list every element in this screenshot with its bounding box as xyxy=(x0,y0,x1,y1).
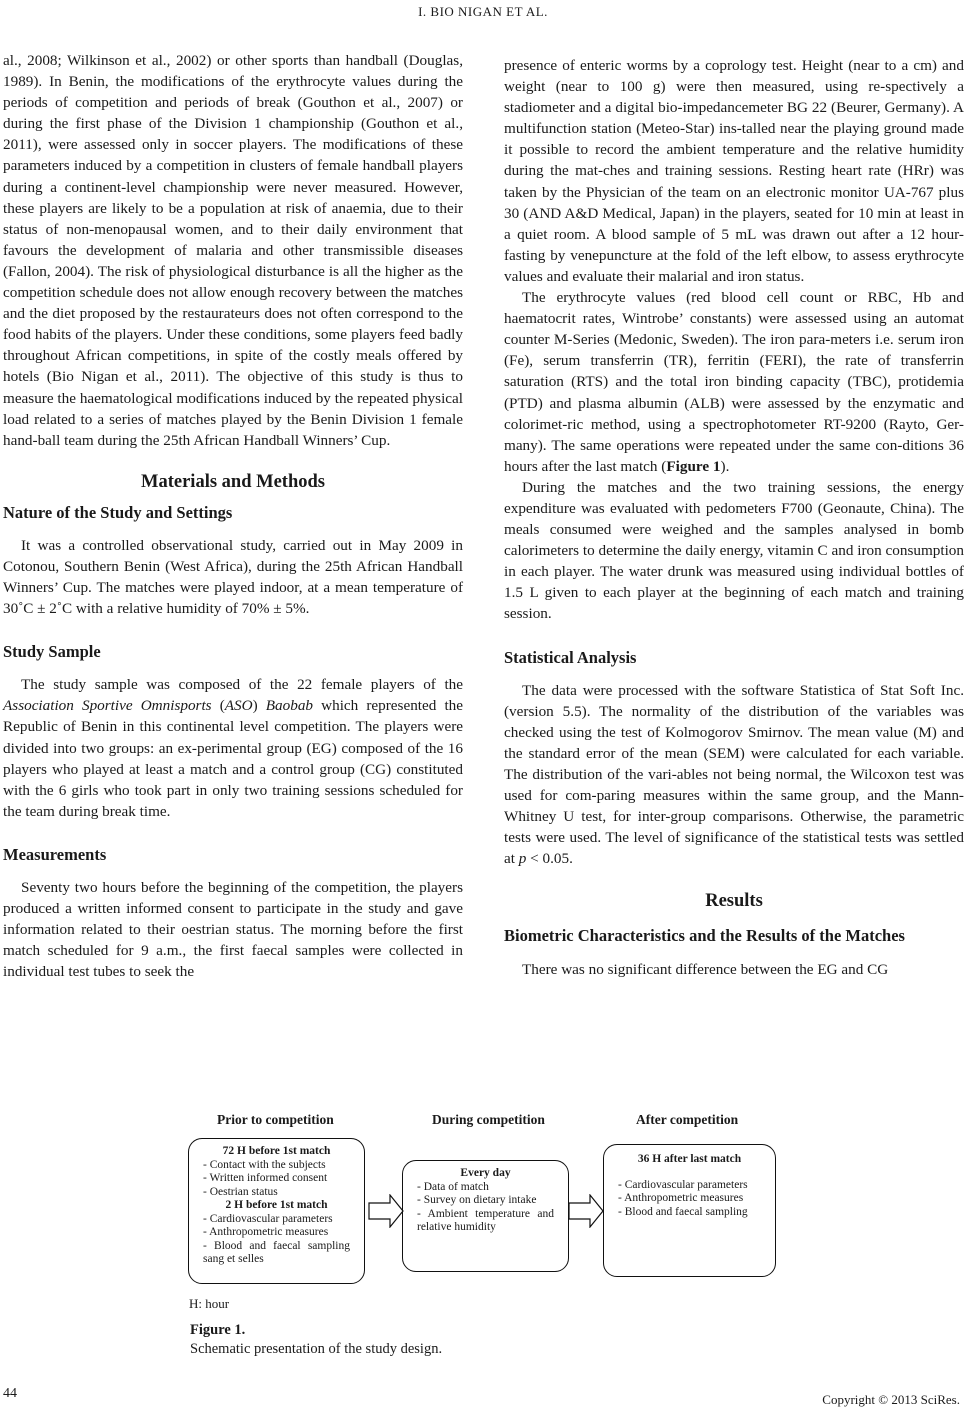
stats-text: The data were processed with the software Statistica of Stat Soft Inc. (version 5.5). The normality of the distribution of the variables was checked using the test of Kolmogorov Smirnov. The mean value (M) and the standard error of the mean (SEM) were calculated for each variable. The distribution of the vari-ables not being normal, the Wilcoxon test was used for com-paring measures within the same group, and the Mann-Whitney U test, for inter-group comparisons. Otherwise, the parametric tests were used. The level of significance of the statistical tests was settled at xyxy=(504,681,964,868)
after-heading: 36 H after last match xyxy=(637,1153,742,1165)
phase-prior-label: Prior to competition xyxy=(217,1112,334,1127)
prior-item: - Contact with the subjects xyxy=(203,1158,326,1171)
left-column xyxy=(3,50,463,982)
figure-reference[interactable]: Figure 1 xyxy=(666,457,721,475)
results-paragraph: There was no significant difference between the EG and CG xyxy=(522,961,889,979)
during-box xyxy=(402,1160,569,1272)
figure-caption-label: Figure 1. xyxy=(190,1322,246,1338)
nature-title: Nature of the Study and Settings xyxy=(3,502,233,522)
sample-paren-open: ( xyxy=(211,697,225,715)
figure-caption xyxy=(190,1321,442,1359)
during-item: - Survey on dietary intake xyxy=(417,1194,537,1206)
sample-paren-close: ) xyxy=(252,697,266,715)
prior-item: - Written informed consent xyxy=(203,1172,328,1184)
hour-abbreviation-note: H: hour xyxy=(189,1296,230,1311)
p-symbol: p xyxy=(518,850,527,868)
prior-item: - Oestrian status xyxy=(203,1185,278,1198)
prior-heading-2: 2 H before 1st match xyxy=(225,1199,328,1211)
measure-paragraph: Seventy two hours before the beginning of the competition, the players produced a written informed consent to participate in the study and gave information related to their oestrian status. The morning before the first match scheduled for 9 a.m., the first faecal samples were collected in individual test tubes to seek the xyxy=(3,878,463,981)
during-heading: Every day xyxy=(460,1167,511,1179)
stats-title: Statistical Analysis xyxy=(504,647,637,667)
prior-box xyxy=(188,1138,365,1284)
intro-paragraph: al., 2008; Wilkinson et al., 2002) or other sports than handball (Douglas, 1989). In Benin, the modifications of the erythrocyte values during the periods of competition and periods of break (Gouthon et al., 2007) or during the first phase of the Division 1 championship (Gouthon et al., 2011), were assessed only in soccer players. The modifications of these parameters induced by a competition in clusters of female handball players during a continent-level championship were never measured. However, these players are likely to be a population at risk of anaemia, due to their status of non-menopausal women, and to their daily environment that favours the development of malaria and other transmissible diseases (Fallon, 2004). The risk of physiological disturbance is all the higher as the competition schedule does not allow enough recovery between the matches and the diet proposed by the restaurateurs does not often correspond to the food habits of the players. Under these conditions, some players feed badly throughout African competitions, in spite of the costly meals offered by hotels (Bio Nigan et al., 2011). The objective of this study is thus to measure the haematological modifications induced by the repeated physical load related to a series of matches played by the Benin Division 1 female hand-ball team during the 25th African Handball Winners’ Cup. xyxy=(3,52,463,449)
running-head: I. BIO NIGAN ET AL. xyxy=(418,4,548,19)
after-item: - Cardiovascular parameters xyxy=(618,1178,748,1191)
during-item: - Data of match xyxy=(417,1180,489,1193)
sample-paragraph xyxy=(3,674,463,822)
right-para-2-end: ). xyxy=(720,457,730,475)
page-number: 44 xyxy=(3,1386,17,1401)
right-para-2-text: The erythrocyte values (red blood cell count or RBC, Hb and haematocrit rates, Wintrobe’ constants) were assessed using an automat counter M-Series (Medonic, Sweden). The iron para-meters i.e. serum iron (Fe), serum transferrin (TR), ferritin (FERI), the rate of transferrin saturation (RTS) and the total iron binding capacity (TBC), protidemia (PTD) and plasma albumin (ALB) were assessed by the enzymatic and colorimet-ric method, using a spectrophotometer RT-9200 (Rayto, Ger-many). The same operations were repeated under the same con-ditions 36 hours after the last match ( xyxy=(504,289,964,475)
club-abbreviation: ASO xyxy=(224,697,253,715)
right-arrow-icon xyxy=(368,1194,404,1228)
during-item: - Ambient temperature and relative humidity xyxy=(417,1207,554,1233)
phase-during-label: During competition xyxy=(432,1112,545,1127)
right-column xyxy=(504,55,964,981)
sample-title: Study Sample xyxy=(3,642,101,662)
right-para-1: presence of enteric worms by a coprology test. Height (near to a cm) and weight (near to 100 g) were then measured, using re-spectively a stadiometer and a digital bio-impedancemeter BG 22 (Beurer, Germany). A multifunction station (Meteo-Star) ins-talled near the playing ground made it possible to record the ambient temperature and the relative humidity during the mat-ches and training sessions. Resting heart rate (HRr) was taken by the Physician of the team on an electronic monitor UA-767 plus 30 (AND A&D Medical, Japan) in the players, seated for 10 min at least in a quiet room. A blood sample of 5 mL was drawn out after a 12 hour-fasting by venepuncture at the fold of the left elbow, to assess erythrocyte values and evaluate their malarial and iron status. xyxy=(504,57,964,285)
right-para-2 xyxy=(504,287,964,477)
after-item: - Blood and faecal sampling xyxy=(618,1205,748,1218)
copyright-notice: Copyright © 2013 SciRes. xyxy=(822,1392,960,1407)
after-box xyxy=(603,1144,776,1277)
methods-title: Materials and Methods xyxy=(141,471,325,492)
prior-heading-1: 72 H before 1st match xyxy=(222,1145,331,1157)
stats-paragraph xyxy=(504,680,964,870)
after-item: - Anthropometric measures xyxy=(618,1192,744,1204)
right-arrow-icon xyxy=(568,1194,604,1228)
prior-item: - Anthropometric measures xyxy=(203,1226,329,1238)
right-para-3: During the matches and the two training sessions, the energy expenditure was evaluated with pedometers F700 (Geonaute, China). The meals consumed were weighed and the samples analysed in bomb calorimeters to determine the daily energy, vitamin C and iron consumption in each player. The water drunk was measured using individual bottles of 1.5 L given to each player at the beginning of each match and training session. xyxy=(504,478,964,623)
nature-paragraph: It was a controlled observational study, carried out in May 2009 in Cotonou, Southern Benin (West Africa), during the 25th African Handball Winners’ Cup. The matches were played indoor, at a mean temperature of 30˚C ± 2˚C with a relative humidity of 70% ± 5%. xyxy=(3,536,463,618)
figure-caption-text: Schematic presentation of the study design. xyxy=(190,1341,443,1357)
club-name-2: Baobab xyxy=(265,697,314,715)
study-design-diagram xyxy=(188,1108,788,1338)
results-title: Results xyxy=(705,891,763,912)
sample-text-1: The study sample was composed of the 22 female players of the xyxy=(21,676,463,694)
club-name: Association Sportive Omnisports xyxy=(3,697,212,715)
stats-text-end: < 0.05. xyxy=(526,850,573,868)
biometric-title: Biometric Characteristics and the Results of the Matches xyxy=(504,926,905,946)
measure-title: Measurements xyxy=(3,844,107,864)
prior-item: - Cardiovascular parameters xyxy=(203,1212,333,1225)
prior-item: - Blood and faecal sampling sang et selles xyxy=(203,1239,350,1265)
sample-text-2: which represented the Republic of Benin in this continental level competition. The players were divided into two groups: an ex-perimental group (EG) composed of the 16 players who played at least a match and a control group (CG) constituted with the 6 girls who took part in only two training sessions scheduled for the team during break time. xyxy=(3,697,464,820)
phase-after-label: After competition xyxy=(636,1112,739,1127)
